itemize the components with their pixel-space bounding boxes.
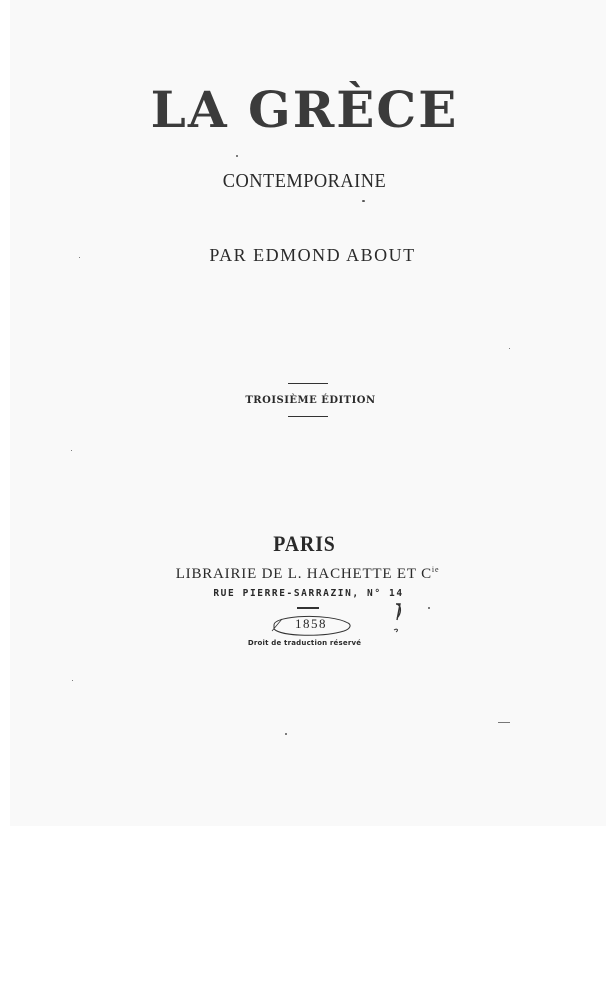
year-rule <box>297 607 319 609</box>
publisher-address: RUE PIERRE-SARRAZIN, N° 14 <box>213 588 404 599</box>
speck <box>428 607 430 609</box>
publisher-line <box>3 565 609 583</box>
speck <box>72 680 73 681</box>
pencil-annotation-icon <box>388 600 408 640</box>
edition-rule-bottom <box>288 416 328 417</box>
book-subtitle: CONTEMPORAINE <box>222 170 387 192</box>
speck <box>362 200 365 202</box>
edition-label: TROISIÈME ÉDITION <box>245 395 376 406</box>
publisher-name: LIBRAIRIE DE L. HACHETTE ET C <box>175 566 432 582</box>
publication-city: PARIS <box>273 531 336 556</box>
rights-notice: Droit de traduction réservé <box>247 639 362 647</box>
publisher-suffix: ie <box>431 565 440 574</box>
author-line: PAR EDMOND ABOUT <box>209 245 416 265</box>
speck <box>79 257 80 258</box>
edition-rule-top <box>288 383 328 384</box>
speck <box>236 155 238 157</box>
speck <box>71 450 72 451</box>
book-title: LA GRÈCE <box>150 80 459 139</box>
publication-year: 1858 <box>295 616 327 631</box>
year-stamp <box>270 611 370 639</box>
speck <box>509 348 510 349</box>
margin-dash <box>498 722 510 723</box>
speck <box>285 733 287 735</box>
